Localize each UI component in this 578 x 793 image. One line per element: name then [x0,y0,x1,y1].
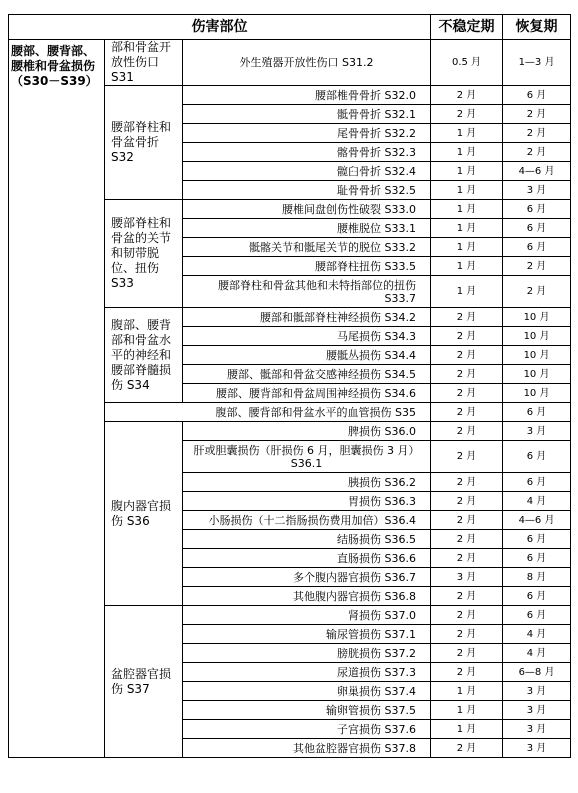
item-name: 其他腹内器官损伤 S36.8 [183,587,431,606]
header-unstable: 不稳定期 [431,15,503,40]
table-row [9,40,571,86]
unstable-period: 2 月 [431,365,503,384]
recovery-period: 4—6 月 [503,162,571,181]
recovery-period: 4 月 [503,492,571,511]
region-title: 腰部、腰背部、腰椎和骨盆损伤（S30－S39） [9,40,105,758]
category-s34: 腹部、腰背部和骨盆水平的神经和腰部脊髓损伤 S34 [105,308,183,403]
recovery-period: 10 月 [503,384,571,403]
item-name: 卵巢损伤 S37.4 [183,682,431,701]
recovery-period: 6 月 [503,86,571,105]
unstable-period: 2 月 [431,384,503,403]
recovery-period: 3 月 [503,720,571,739]
recovery-period: 6 月 [503,200,571,219]
category-s37: 盆腔器官损伤 S37 [105,606,183,758]
unstable-period: 1 月 [431,181,503,200]
unstable-period: 1 月 [431,276,503,308]
unstable-period: 2 月 [431,105,503,124]
recovery-period: 4 月 [503,625,571,644]
recovery-period: 10 月 [503,365,571,384]
unstable-period: 3 月 [431,568,503,587]
header-row [9,15,571,40]
recovery-period: 3 月 [503,422,571,441]
recovery-period: 6 月 [503,473,571,492]
recovery-period: 2 月 [503,105,571,124]
unstable-period: 1 月 [431,219,503,238]
recovery-period: 6 月 [503,441,571,473]
recovery-period: 10 月 [503,346,571,365]
recovery-period: 6—8 月 [503,663,571,682]
recovery-period: 6 月 [503,606,571,625]
item-name: 腰部、腰背部和骨盆周围神经损伤 S34.6 [183,384,431,403]
category-s36: 腹内器官损伤 S36 [105,422,183,606]
category-s35: 腹部、腰背部和骨盆水平的血管损伤 S35 [105,403,431,422]
recovery-period: 6 月 [503,587,571,606]
unstable-period: 0.5 月 [431,40,503,86]
unstable-period: 2 月 [431,86,503,105]
item-name: 脾损伤 S36.0 [183,422,431,441]
item-name: 胰损伤 S36.2 [183,473,431,492]
category-s33: 腰部脊柱和骨盆的关节和韧带脱位、扭伤 S33 [105,200,183,308]
item-name: 外生殖器开放性伤口 S31.2 [183,40,431,86]
unstable-period: 2 月 [431,739,503,758]
unstable-period: 2 月 [431,625,503,644]
unstable-period: 1 月 [431,720,503,739]
recovery-period: 2 月 [503,143,571,162]
injury-recovery-table [8,14,571,758]
recovery-period: 6 月 [503,238,571,257]
unstable-period: 1 月 [431,682,503,701]
recovery-period: 8 月 [503,568,571,587]
item-name: 腰部椎骨骨折 S32.0 [183,86,431,105]
recovery-period: 6 月 [503,549,571,568]
item-name: 耻骨骨折 S32.5 [183,181,431,200]
item-name: 腰部、骶部和骨盆交感神经损伤 S34.5 [183,365,431,384]
recovery-period: 10 月 [503,308,571,327]
unstable-period: 1 月 [431,143,503,162]
item-name: 子宫损伤 S37.6 [183,720,431,739]
unstable-period: 2 月 [431,530,503,549]
item-name: 输尿管损伤 S37.1 [183,625,431,644]
recovery-period: 3 月 [503,739,571,758]
unstable-period: 1 月 [431,257,503,276]
item-name: 髂骨骨折 S32.3 [183,143,431,162]
item-name: 其他盆腔器官损伤 S37.8 [183,739,431,758]
unstable-period: 2 月 [431,549,503,568]
unstable-period: 1 月 [431,701,503,720]
item-name: 腰骶丛损伤 S34.4 [183,346,431,365]
item-name: 肾损伤 S37.0 [183,606,431,625]
item-name: 小肠损伤（十二指肠损伤费用加倍）S36.4 [183,511,431,530]
recovery-period: 1—3 月 [503,40,571,86]
recovery-period: 2 月 [503,276,571,308]
unstable-period: 2 月 [431,492,503,511]
header-part: 伤害部位 [9,15,431,40]
item-name: 输卵管损伤 S37.5 [183,701,431,720]
unstable-period: 1 月 [431,238,503,257]
item-name: 腰椎脱位 S33.1 [183,219,431,238]
item-name: 腰椎间盘创伤性破裂 S33.0 [183,200,431,219]
recovery-period: 3 月 [503,701,571,720]
unstable-period: 2 月 [431,441,503,473]
category-s31: 部和骨盆开放性伤口 S31 [105,40,183,86]
unstable-period: 1 月 [431,162,503,181]
header-recovery: 恢复期 [503,15,571,40]
recovery-period: 3 月 [503,682,571,701]
item-name: 髋臼骨折 S32.4 [183,162,431,181]
item-name: 骶骨骨折 S32.1 [183,105,431,124]
item-name: 尾骨骨折 S32.2 [183,124,431,143]
unstable-period: 2 月 [431,327,503,346]
item-name: 多个腹内器官损伤 S36.7 [183,568,431,587]
recovery-period: 2 月 [503,257,571,276]
recovery-period: 6 月 [503,530,571,549]
item-name: 骶髂关节和骶尾关节的脱位 S33.2 [183,238,431,257]
unstable-period: 2 月 [431,511,503,530]
recovery-period: 2 月 [503,124,571,143]
unstable-period: 2 月 [431,644,503,663]
recovery-period: 10 月 [503,327,571,346]
recovery-period: 4 月 [503,644,571,663]
item-name: 膀胱损伤 S37.2 [183,644,431,663]
unstable-period: 2 月 [431,403,503,422]
item-name: 肝或胆囊损伤（肝损伤 6 月，胆囊损伤 3 月）S36.1 [183,441,431,473]
item-name: 胃损伤 S36.3 [183,492,431,511]
unstable-period: 2 月 [431,587,503,606]
recovery-period: 6 月 [503,403,571,422]
item-name: 尿道损伤 S37.3 [183,663,431,682]
item-name: 腰部脊柱和骨盆其他和未特指部位的扭伤 S33.7 [183,276,431,308]
unstable-period: 2 月 [431,606,503,625]
unstable-period: 2 月 [431,308,503,327]
item-name: 腰部和骶部脊柱神经损伤 S34.2 [183,308,431,327]
category-s32: 腰部脊柱和骨盆骨折 S32 [105,86,183,200]
recovery-period: 6 月 [503,219,571,238]
recovery-period: 3 月 [503,181,571,200]
item-name: 腰部脊柱扭伤 S33.5 [183,257,431,276]
unstable-period: 2 月 [431,422,503,441]
unstable-period: 2 月 [431,473,503,492]
item-name: 直肠损伤 S36.6 [183,549,431,568]
item-name: 结肠损伤 S36.5 [183,530,431,549]
unstable-period: 1 月 [431,200,503,219]
unstable-period: 2 月 [431,663,503,682]
unstable-period: 1 月 [431,124,503,143]
unstable-period: 2 月 [431,346,503,365]
recovery-period: 4—6 月 [503,511,571,530]
item-name: 马尾损伤 S34.3 [183,327,431,346]
